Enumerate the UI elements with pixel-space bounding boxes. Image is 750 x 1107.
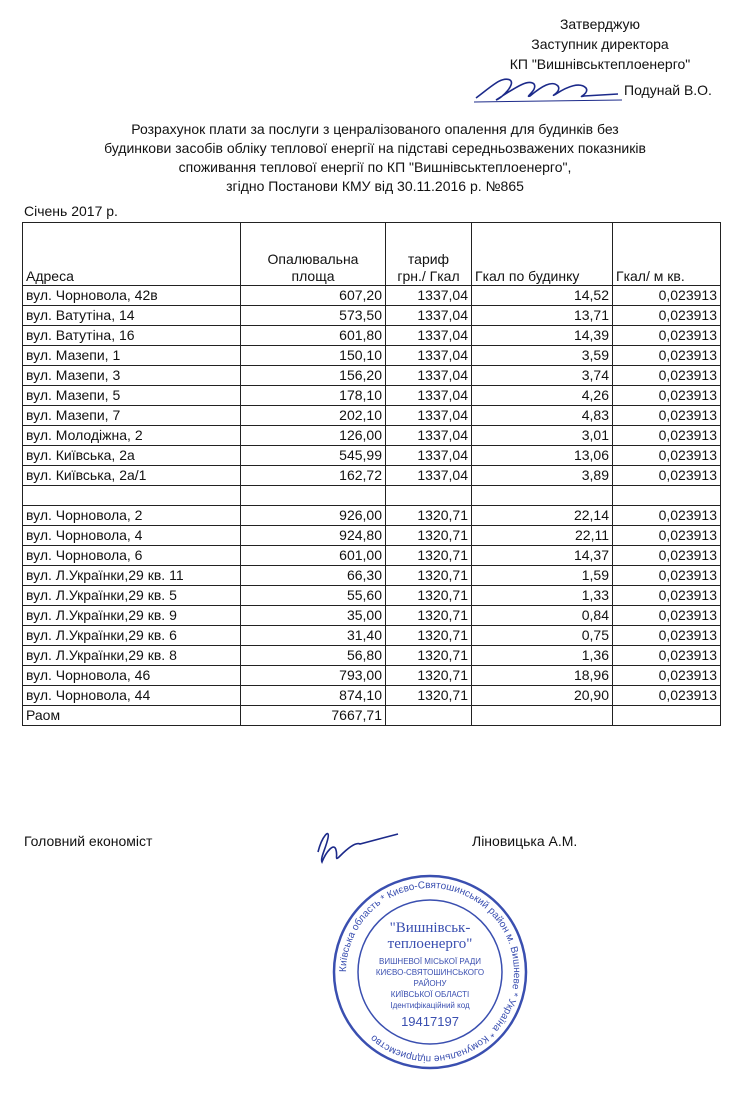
table-row — [23, 426, 721, 446]
table-row — [23, 366, 721, 386]
table-cell: 0,023913 — [613, 566, 721, 586]
table-cell: 156,20 — [241, 366, 386, 386]
table-cell: вул. Л.Українки,29 кв. 8 — [23, 646, 241, 666]
table-cell: 0,023913 — [613, 326, 721, 346]
stamp-center-6: КИЇВСЬКОЇ ОБЛАСТІ — [390, 990, 470, 999]
table-cell: 126,00 — [241, 426, 386, 446]
table-cell: вул. Л.Українки,29 кв. 9 — [23, 606, 241, 626]
table-cell: 3,59 — [472, 346, 613, 366]
table-cell: вул. Л.Українки,29 кв. 6 — [23, 626, 241, 646]
table-cell: 4,26 — [472, 386, 613, 406]
table-cell: 20,90 — [472, 686, 613, 706]
table-cell: вул. Мазепи, 3 — [23, 366, 241, 386]
table-cell: 573,50 — [241, 306, 386, 326]
period-label: Січень 2017 р. — [24, 203, 118, 219]
table-spacer-row — [23, 486, 721, 506]
header-gcal-building: Гкал по будинку — [472, 223, 613, 286]
table-cell: вул. Мазепи, 7 — [23, 406, 241, 426]
table-cell — [472, 706, 613, 726]
table-cell — [386, 486, 472, 506]
table-cell: 1337,04 — [386, 406, 472, 426]
table-cell: 924,80 — [241, 526, 386, 546]
table-cell: вул. Мазепи, 5 — [23, 386, 241, 406]
table-cell: 1320,71 — [386, 666, 472, 686]
table-cell: 1320,71 — [386, 546, 472, 566]
table-cell: вул. Мазепи, 1 — [23, 346, 241, 366]
footer-name: Ліновицька А.М. — [472, 833, 578, 849]
stamp-code: 19417197 — [401, 1014, 459, 1029]
stamp-center-5: РАЙОНУ — [413, 979, 447, 988]
stamp-center-1: "Вишнівськ- — [389, 920, 471, 936]
stamp-center-4: КИЄВО-СВЯТОШИНСЬКОГО — [375, 968, 485, 977]
table-cell: 1337,04 — [386, 326, 472, 346]
table-cell: 13,71 — [472, 306, 613, 326]
table-cell: 1337,04 — [386, 446, 472, 466]
approval-line-3: КП "Вишнівськтеплоенерго" — [509, 56, 691, 72]
table-cell: 31,40 — [241, 626, 386, 646]
table-cell: 1320,71 — [386, 526, 472, 546]
table-row — [23, 526, 721, 546]
table-cell: 22,14 — [472, 506, 613, 526]
table-cell: 1,59 — [472, 566, 613, 586]
table-cell — [613, 706, 721, 726]
table-cell: 0,023913 — [613, 686, 721, 706]
table-cell: 1320,71 — [386, 566, 472, 586]
table-row — [23, 446, 721, 466]
table-cell: 0,023913 — [613, 506, 721, 526]
table-row — [23, 466, 721, 486]
table-cell: 55,60 — [241, 586, 386, 606]
table-cell: вул. Л.Українки,29 кв. 11 — [23, 566, 241, 586]
table-row — [23, 566, 721, 586]
table-cell: 0,023913 — [613, 666, 721, 686]
table-cell: 0,84 — [472, 606, 613, 626]
table-cell: 0,023913 — [613, 446, 721, 466]
table-cell: 0,023913 — [613, 546, 721, 566]
table-row — [23, 546, 721, 566]
table-cell: 607,20 — [241, 286, 386, 306]
table-cell: вул. Київська, 2а — [23, 446, 241, 466]
table-row — [23, 506, 721, 526]
header-area: Опалювальна площа — [241, 223, 386, 286]
table-cell: вул. Чорновола, 46 — [23, 666, 241, 686]
table-row — [23, 346, 721, 366]
table-cell: вул. Ватутіна, 16 — [23, 326, 241, 346]
table-cell: 1337,04 — [386, 426, 472, 446]
header-tariff: тариф грн./ Гкал — [386, 223, 472, 286]
table-cell: 14,52 — [472, 286, 613, 306]
table-cell: 0,75 — [472, 626, 613, 646]
table-cell: 3,74 — [472, 366, 613, 386]
table-cell: 1320,71 — [386, 606, 472, 626]
table-cell: 1337,04 — [386, 466, 472, 486]
table-cell — [241, 486, 386, 506]
table-cell: 0,023913 — [613, 466, 721, 486]
table-cell: 0,023913 — [613, 346, 721, 366]
table-cell: 14,39 — [472, 326, 613, 346]
table-cell: 1320,71 — [386, 506, 472, 526]
stamp-ring-text: Київська область * Києво-Святошинський район м. Вишневе * Україна * Комунальне підприємство — [337, 879, 523, 1065]
table-cell: 35,00 — [241, 606, 386, 626]
table-cell: 202,10 — [241, 406, 386, 426]
table-cell: 1320,71 — [386, 626, 472, 646]
table-cell: 0,023913 — [613, 386, 721, 406]
table-cell: 0,023913 — [613, 526, 721, 546]
table-cell: вул. Ватутіна, 14 — [23, 306, 241, 326]
approval-line-2: Заступник директора — [531, 36, 669, 52]
table-cell: вул. Чорновола, 44 — [23, 686, 241, 706]
title-line-3: споживання теплової енергії по КП "Вишнівськтеплоенерго", — [178, 159, 572, 175]
table-cell: 3,01 — [472, 426, 613, 446]
table-cell — [472, 486, 613, 506]
table-cell: 56,80 — [241, 646, 386, 666]
table-total-row — [23, 706, 721, 726]
table-row — [23, 666, 721, 686]
table-row — [23, 406, 721, 426]
heating-table — [22, 222, 721, 726]
table-cell: 150,10 — [241, 346, 386, 366]
table-cell: 1337,04 — [386, 366, 472, 386]
economist-signature — [300, 822, 400, 872]
table-cell: 601,80 — [241, 326, 386, 346]
table-cell: 178,10 — [241, 386, 386, 406]
table-cell: 0,023913 — [613, 586, 721, 606]
table-cell: 13,06 — [472, 446, 613, 466]
table-cell: 0,023913 — [613, 606, 721, 626]
table-row — [23, 326, 721, 346]
approval-line-1: Затверджую — [559, 16, 641, 32]
stamp-center-3: ВИШНЕВОЇ МІСЬКОЇ РАДИ — [379, 957, 481, 966]
table-cell: вул. Чорновола, 6 — [23, 546, 241, 566]
table-cell: 0,023913 — [613, 286, 721, 306]
table-cell: 1320,71 — [386, 646, 472, 666]
table-cell: 0,023913 — [613, 426, 721, 446]
director-signature — [472, 72, 622, 106]
table-cell — [613, 486, 721, 506]
approval-name: Подунай В.О. — [624, 82, 712, 98]
table-cell: вул. Молодіжна, 2 — [23, 426, 241, 446]
table-cell: вул. Чорновола, 42в — [23, 286, 241, 306]
header-gcal-m2: Гкал/ м кв. — [613, 223, 721, 286]
table-header-row — [23, 223, 721, 286]
table-row — [23, 646, 721, 666]
title-line-4: згідно Постанови КМУ від 30.11.2016 р. №865 — [226, 178, 524, 194]
table-cell: 66,30 — [241, 566, 386, 586]
total-area: 7667,71 — [241, 706, 386, 726]
organization-stamp — [330, 872, 530, 1072]
table-cell — [23, 486, 241, 506]
table-cell: 1320,71 — [386, 586, 472, 606]
table-cell: 4,83 — [472, 406, 613, 426]
approval-block — [470, 14, 730, 74]
table-row — [23, 286, 721, 306]
total-label: Раом — [23, 706, 241, 726]
table-cell: 0,023913 — [613, 626, 721, 646]
table-cell: 22,11 — [472, 526, 613, 546]
table-cell: вул. Чорновола, 2 — [23, 506, 241, 526]
table-cell: 874,10 — [241, 686, 386, 706]
table-cell: 601,00 — [241, 546, 386, 566]
table-cell: 1337,04 — [386, 306, 472, 326]
table-cell: 0,023913 — [613, 646, 721, 666]
table-cell: вул. Київська, 2а/1 — [23, 466, 241, 486]
table-cell: 1337,04 — [386, 286, 472, 306]
table-cell: 0,023913 — [613, 306, 721, 326]
table-cell: 1320,71 — [386, 686, 472, 706]
table-row — [23, 586, 721, 606]
table-cell — [386, 706, 472, 726]
table-cell: 14,37 — [472, 546, 613, 566]
table-cell: 793,00 — [241, 666, 386, 686]
title-line-1: Розрахунок плати за послуги з ценралізованого опалення для будинків без — [131, 121, 619, 137]
table-cell: 1,36 — [472, 646, 613, 666]
header-address: Адреса — [23, 223, 241, 286]
document-title — [0, 120, 750, 196]
table-cell: 545,99 — [241, 446, 386, 466]
stamp-center-7: Ідентифікаційний код — [390, 1001, 470, 1010]
table-row — [23, 386, 721, 406]
title-line-2: будинкови засобів обліку теплової енергії на підставі середньозважених показників — [104, 140, 646, 156]
table-cell: вул. Л.Українки,29 кв. 5 — [23, 586, 241, 606]
table-cell: 0,023913 — [613, 406, 721, 426]
table-cell: 162,72 — [241, 466, 386, 486]
table-row — [23, 606, 721, 626]
table-cell: 3,89 — [472, 466, 613, 486]
table-cell: 1,33 — [472, 586, 613, 606]
table-cell: вул. Чорновола, 4 — [23, 526, 241, 546]
table-cell: 0,023913 — [613, 366, 721, 386]
table-cell: 18,96 — [472, 666, 613, 686]
footer-role: Головний економіст — [24, 833, 153, 849]
table-cell: 1337,04 — [386, 386, 472, 406]
table-cell: 1337,04 — [386, 346, 472, 366]
table-row — [23, 626, 721, 646]
table-row — [23, 306, 721, 326]
table-cell: 926,00 — [241, 506, 386, 526]
stamp-center-2: теплоенерго" — [387, 936, 473, 952]
table-row — [23, 686, 721, 706]
